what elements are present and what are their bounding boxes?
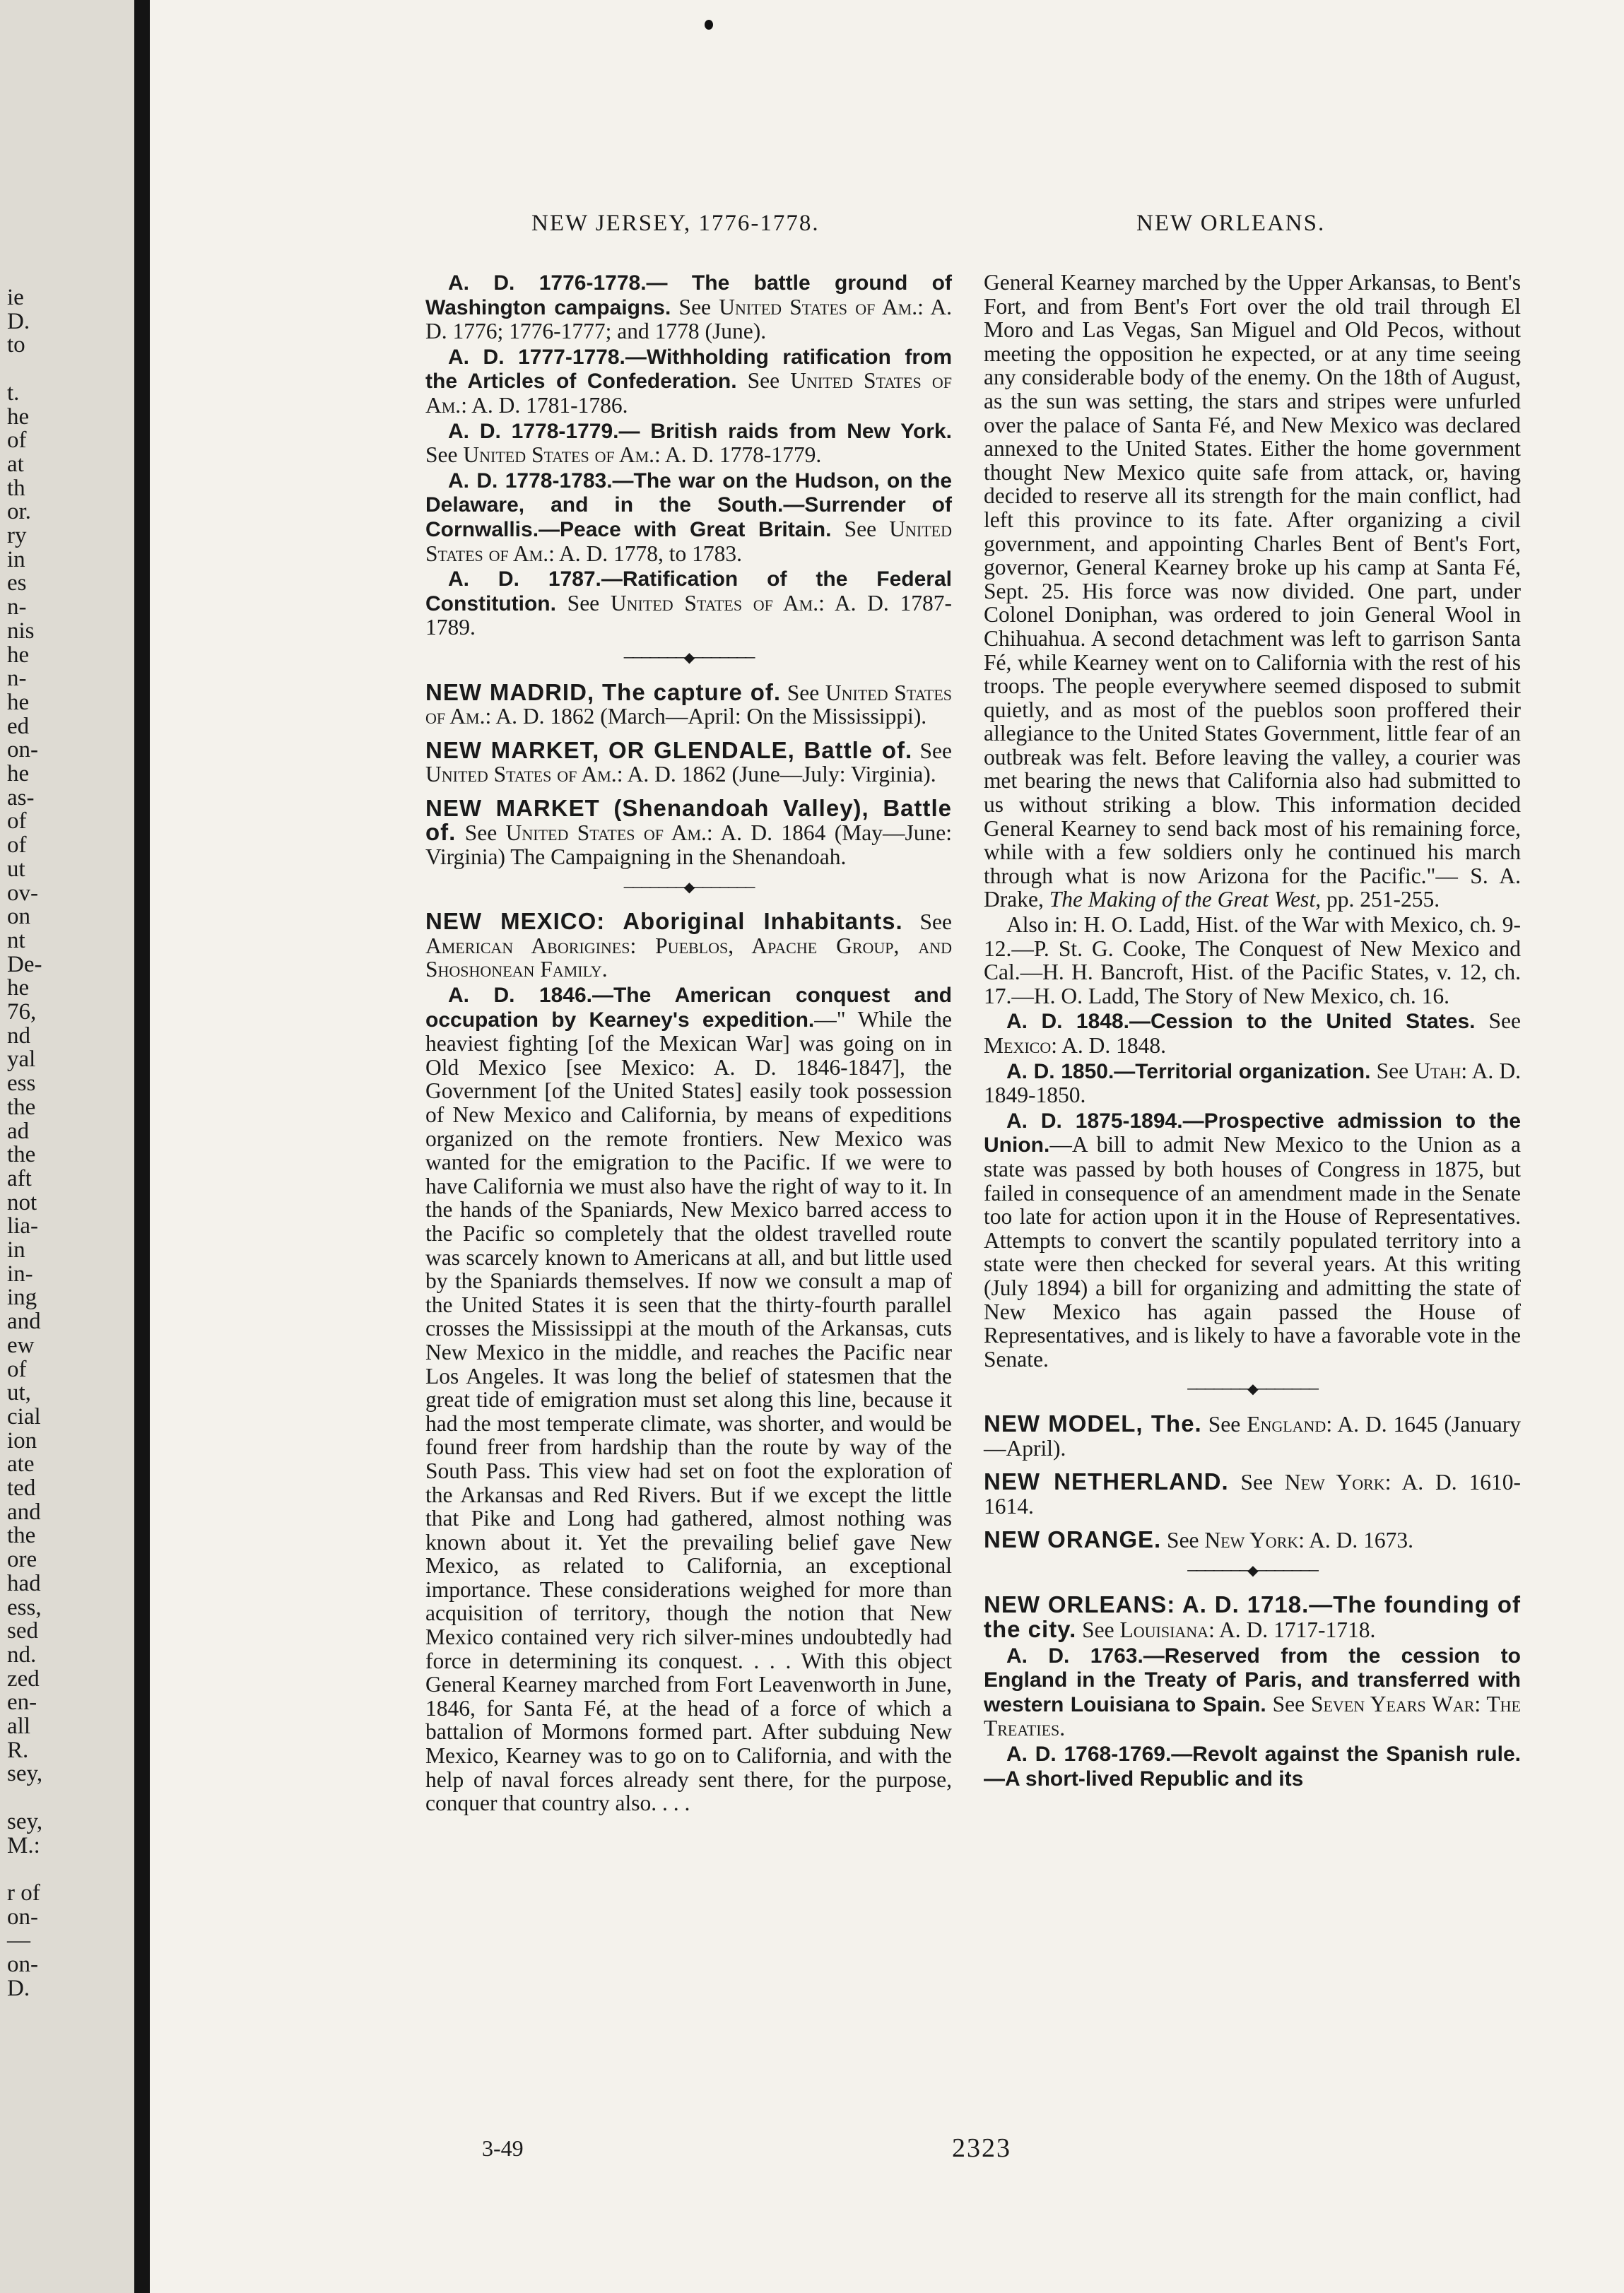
entry-heading: NEW ORLEANS: A. D. 1718.—The founding of the city. — [984, 1591, 1521, 1643]
margin-fragment: ing — [7, 1285, 37, 1311]
entry-heading: A. D. 1850.—Territorial organization. — [1006, 1059, 1371, 1083]
entry-text: : A. D. 1862 (June—July: Virginia). — [616, 762, 936, 787]
ink-speck — [705, 20, 713, 30]
left-column — [425, 271, 952, 1817]
entry-heading: A. D. 1787.—Ratification of the Federal Constitution. — [425, 567, 952, 615]
margin-fragment: he — [7, 975, 30, 1001]
margin-fragment: t. — [7, 379, 20, 406]
margin-fragment: he — [7, 689, 30, 715]
margin-fragment: th — [7, 475, 25, 501]
section-rule — [984, 1378, 1521, 1402]
entry-text: : A. D. 1848. — [1051, 1033, 1166, 1058]
signature-mark: 3-49 — [482, 2135, 524, 2161]
entry-text: See — [1201, 1411, 1247, 1437]
margin-fragment: ion — [7, 1427, 37, 1454]
margin-fragment: ess — [7, 1071, 36, 1097]
margin-fragment: on- — [7, 1904, 38, 1930]
margin-fragment: n- — [7, 666, 27, 692]
entry-heading: NEW MODEL, The. — [984, 1410, 1202, 1437]
entry-heading: A. D. 1846.—The American conquest and occupation by Kearney's expedition. — [425, 984, 952, 1032]
main-entry — [425, 738, 952, 786]
book-title: The Making of the Great West, — [1049, 887, 1322, 912]
entry-heading: NEW MADRID, The capture of. — [425, 678, 782, 705]
entry-text: See — [425, 442, 464, 468]
entry — [984, 1742, 1521, 1791]
entry-text: See — [1370, 1058, 1415, 1083]
entry-text: : A. D. 1787-1789. — [425, 590, 952, 640]
main-entry — [425, 909, 952, 982]
entry — [425, 468, 952, 565]
margin-fragment: ut — [7, 856, 25, 882]
margin-fragment: R. — [7, 1737, 29, 1763]
entry-heading: NEW ORANGE. — [984, 1526, 1162, 1553]
main-entry — [425, 796, 952, 869]
entry-text: See — [1076, 1617, 1120, 1643]
margin-fragment: on- — [7, 1952, 38, 1977]
margin-fragment: he — [7, 642, 30, 668]
entry-heading: NEW MARKET, OR GLENDALE, Battle of. — [425, 736, 913, 763]
margin-fragment: D. — [7, 308, 30, 334]
margin-fragment: ed — [7, 713, 30, 739]
margin-fragment: D. — [7, 1975, 30, 2001]
right-column — [984, 271, 1521, 1792]
entry-text: : A. D. 1776; 1776-1777; and 1778 (June). — [425, 294, 952, 344]
margin-fragment: nd. — [7, 1641, 37, 1668]
margin-fragment: to — [7, 332, 25, 358]
running-head-right: NEW ORLEANS. — [1136, 211, 1326, 236]
entry-text: : A. D. 1778, to 1783. — [548, 541, 742, 566]
margin-fragment: cial — [7, 1403, 41, 1430]
cross-reference: United States of Am. — [425, 516, 952, 566]
margin-fragment: ore — [7, 1547, 37, 1573]
margin-fragment: of — [7, 1356, 27, 1382]
main-entry — [425, 680, 952, 729]
entry — [984, 1644, 1521, 1740]
entry — [984, 1009, 1521, 1057]
margin-fragment: in — [7, 1237, 25, 1263]
entry-text: See — [902, 909, 952, 935]
entry-text: Also in: H. O. Ladd, Hist. of the War with Mexico, ch. 9-12.—P. St. G. Cooke, The Conquest of New Mexico and Cal.—H. H. Bancroft, Hist. of the Pacific States, v. 12, ch. 17.—H. O. Ladd, The Story of New Mexico, ch. 16. — [984, 912, 1521, 1008]
entry-text: See — [1475, 1008, 1522, 1034]
entry-text: : A. D. 1849-1850. — [984, 1058, 1521, 1108]
entry-text: : A. D. 1781-1786. — [461, 392, 628, 418]
margin-fragment: all — [7, 1714, 30, 1739]
entry-text: : A. D. 1778-1779. — [654, 442, 822, 468]
cross-reference: United States of Am. — [425, 680, 953, 729]
section-rule — [984, 1560, 1521, 1584]
entry-text: : A. D. 1645 (January—April). — [984, 1411, 1521, 1461]
cross-reference: Mexico — [984, 1033, 1052, 1058]
margin-fragment: es — [7, 570, 27, 596]
entry-text: See — [456, 820, 506, 846]
margin-fragment: ie — [7, 285, 24, 310]
entry-text: See — [781, 680, 825, 705]
entry-text: See — [736, 368, 791, 394]
margin-fragment: nt — [7, 927, 25, 953]
entry — [425, 419, 952, 467]
cross-reference: England — [1247, 1411, 1326, 1437]
cross-reference: New York — [1204, 1528, 1299, 1553]
margin-fragment: ted — [7, 1475, 36, 1501]
entry-heading: A. D. 1778-1783.—The war on the Hudson, on the Delaware, and in the South.—Surrender of Cornwallis.—Peace with Great Britain. — [425, 468, 952, 541]
entry-heading: A. D. 1778-1779.— British raids from New York. — [448, 419, 952, 443]
main-entry — [984, 1412, 1521, 1460]
margin-fragment: in- — [7, 1261, 33, 1287]
margin-fragment: sey, — [7, 1808, 43, 1834]
margin-fragment: as- — [7, 784, 35, 810]
margin-fragment: on — [7, 904, 30, 930]
margin-fragment: or. — [7, 499, 31, 525]
margin-fragment: the — [7, 1142, 36, 1168]
entry-heading: A. D. 1777-1778.—Withholding ratification from the Articles of Confederation. — [425, 345, 952, 394]
margin-fragment: yal — [7, 1047, 36, 1073]
margin-fragment: the — [7, 1094, 36, 1120]
main-entry — [984, 1528, 1521, 1552]
main-entry — [984, 1470, 1521, 1518]
margin-fragment: he — [7, 403, 30, 430]
entry-text: See — [1161, 1528, 1205, 1553]
entry-text: : A. D. 1610-1614. — [984, 1470, 1522, 1519]
main-entry — [984, 1593, 1521, 1641]
entry-text: —A bill to admit New Mexico to the Union as a state was passed by both houses of Congress in 1875, but failed in consequence of an amendment made in the Senate too late for action upon it in the House of Representatives. Attempts to convert the scantily populated territory into a state were then checked for several years. At this writing (July 1894) a bill for organizing and admitting the state of New Mexico has again passed the House of Representatives, and is likely to have a favorable vote in the Senate. — [984, 1132, 1521, 1372]
margin-fragment: n- — [7, 594, 27, 620]
margin-fragment: De- — [7, 951, 42, 977]
margin-fragment: of — [7, 832, 27, 859]
entry-heading: A. D. 1776-1778.— The battle ground of Washington campaigns. — [425, 271, 952, 319]
cross-reference: Seven Years War: The Treaties. — [984, 1691, 1521, 1741]
margin-fragment: ew — [7, 1332, 35, 1358]
margin-fragment: lia- — [7, 1213, 38, 1239]
cross-reference: United States of Am. — [610, 590, 819, 615]
cross-reference: American Aborigines: Pueblos, Apache Group, and Shoshonean Family. — [425, 933, 952, 982]
margin-fragment: aft — [7, 1165, 32, 1191]
margin-fragment: and — [7, 1309, 41, 1335]
entry-text: See — [1228, 1470, 1285, 1495]
margin-fragment: ry — [7, 523, 27, 548]
margin-fragment: en- — [7, 1690, 37, 1716]
entry — [425, 983, 952, 1815]
facing-page-margin — [0, 0, 134, 2293]
entry-text: See — [555, 590, 611, 615]
cross-reference: United States of Am. — [425, 762, 617, 787]
margin-fragment: not — [7, 1189, 37, 1215]
margin-fragment: had — [7, 1570, 41, 1596]
section-rule — [425, 647, 952, 671]
running-head-left: NEW JERSEY, 1776-1778. — [531, 211, 820, 236]
entry-text: See — [671, 294, 719, 319]
cross-reference: Louisiana — [1119, 1617, 1209, 1643]
entry-text: : A. D. 1864 (May—June: Virginia) The Campaigning in the Shenandoah. — [425, 820, 953, 870]
entry-heading: NEW MEXICO: Aboriginal Inhabitants. — [425, 908, 903, 935]
margin-fragment: ut, — [7, 1380, 31, 1406]
margin-fragment: ad — [7, 1118, 30, 1144]
margin-fragment: the — [7, 1523, 36, 1549]
margin-fragment: nd — [7, 1022, 30, 1049]
entry — [425, 345, 952, 418]
margin-fragment: sed — [7, 1618, 38, 1644]
margin-fragment: on- — [7, 737, 38, 763]
entry — [984, 271, 1521, 912]
cross-reference: United States of Am. — [505, 820, 707, 846]
margin-fragment: he — [7, 761, 30, 786]
entry-heading: A. D. 1848.—Cession to the United States. — [1006, 1010, 1476, 1034]
book-gutter — [134, 0, 150, 2293]
margin-fragment: r of — [7, 1880, 40, 1906]
cross-reference: Utah — [1414, 1058, 1461, 1083]
entry — [425, 271, 952, 343]
margin-fragment: of — [7, 428, 27, 454]
entry-heading: A. D. 1763.—Reserved from the cession to England in the Treaty of Paris, and transferred with western Louisiana to Spain. — [984, 1644, 1521, 1716]
entry-text: —" While the heaviest fighting [of the Mexican War] was going on in Old Mexico [see Mexico: A. D. 1846-1847], the Government [of the United States] easily took possession of New Mexico and California, by means of expeditions organized on the remote frontiers. New Mexico was wanted for the emigration to the Pacific. If we were to have California we must also have the right of way to it. In the hands of the Spaniards, New Mexico barred access to the Pacific so completely that the oldest travelled route was scarcely known to Americans at all, and but little used by the Spaniards themselves. If now we consult a map of the United States it is seen that the thirty-fourth parallel crosses the Mississippi at the mouth of the Arkansas, cuts New Mexico in the middle, and reaches the Pacific near Los Angeles. It was long the belief of statesmen that the great tide of emigration must set along this line, because it had the most temperate climate, was shorter, and would be found freer from hardship than the route by way of the South Pass. This view had set on foot the exploration of the Arkansas and Red Rivers. But if we except the little that Pike and Long had gathered, almost nothing was known about it. Yet the prevailing belief gave New Mexico, as related to California, an exceptional importance. These considerations weighed for more than acquisition of territory, though the notion that New Mexico contained very rich silver-mines undoubtedly had force in determining its conquest. . . . With this object General Kearney marched from Fort Leavenworth in June, 1846, for Santa Fé, at the head of a force of which a battalion of Mormons formed part. After subduing New Mexico, Kearney was to go on to California, and with the help of naval forces already sent there, for the purpose, conquer that country also. . . . — [425, 1006, 953, 1816]
entry-text: See — [912, 738, 952, 763]
cross-reference: United States of Am. — [425, 368, 952, 418]
margin-fragment: zed — [7, 1666, 40, 1692]
entry-text: : A. D. 1673. — [1298, 1528, 1414, 1553]
entry — [984, 1059, 1521, 1107]
entry-heading: NEW MARKET (Shenandoah Valley), Battle of. — [425, 794, 952, 846]
section-rule — [425, 876, 952, 900]
margin-fragment: at — [7, 451, 24, 477]
margin-fragment: ate — [7, 1451, 35, 1478]
margin-fragment: of — [7, 808, 27, 835]
entry-heading: A. D. 1768-1769.—Revolt against the Spanish rule.—A short-lived Republic and its — [984, 1743, 1521, 1791]
margin-fragment: — — [7, 1928, 30, 1954]
cross-reference: United States of Am. — [463, 442, 655, 468]
margin-fragment: 76, — [7, 999, 37, 1025]
margin-fragment: in — [7, 546, 25, 572]
margin-fragment: ov- — [7, 880, 38, 906]
entry-text: : A. D. 1862 (March—April: On the Mississippi). — [485, 704, 927, 729]
entry-text: See — [831, 516, 890, 541]
also-in-entry — [984, 913, 1521, 1008]
entry — [984, 1109, 1521, 1372]
margin-fragment: sey, — [7, 1761, 43, 1787]
margin-fragment: ess, — [7, 1594, 42, 1620]
cross-reference: New York — [1284, 1470, 1385, 1495]
margin-fragment: nis — [7, 618, 35, 644]
entry-text: pp. 251-255. — [1321, 887, 1440, 912]
entry-text: General Kearney marched by the Upper Arkansas, to Bent's Fort, and from Bent's Fort over the old trail through El Moro and Las Vegas, San Miguel and Old Pecos, without meeting the opposition he expected, or at any time seeing any considerable body of the enemy. On the 18th of August, as the sun was setting, the stars and stripes were unfurled over the palace of Santa Fé, and New Mexico was declared annexed to the United States. Either the home government thought New Mexico quite safe from attack, or, having decided to reserve all its strength for the main conflict, had left this province to its fate. After organizing a civil government, and appointing Charles Bent of Bent's Fort, governor, General Kearney broke up his camp at Santa Fé, Sept. 25. His force was now divided. One part, under Colonel Doniphan, was ordered to join General Wool in Chihuahua. A second detachment was left to garrison Santa Fé, while Kearney went on to California with the rest of his troops. The people everywhere seemed disposed to submit quietly, and as most of the pueblos soon proffered their allegiance to the United States Government, little fear of an outbreak was felt. Before leaving the valley, a courier was met bearing the news that California also had submitted to us without striking a blow. This information decided General Kearney to send back most of his remaining force, while with a few soldiers only he continued his march through what is now Arizona for the Pacific."— S. A. Drake, — [984, 270, 1521, 912]
margin-fragment: and — [7, 1499, 41, 1525]
entry — [425, 567, 952, 639]
entry-text: : A. D. 1717-1718. — [1208, 1617, 1376, 1643]
book-page — [150, 0, 1624, 2293]
entry-heading: NEW NETHERLAND. — [984, 1468, 1229, 1495]
margin-fragment: M.: — [7, 1832, 40, 1858]
cross-reference: United States of Am. — [719, 294, 918, 319]
entry-heading: A. D. 1875-1894.—Prospective admission to the Union. — [984, 1109, 1521, 1157]
page-number: 2323 — [952, 2133, 1011, 2163]
entry-text: See — [1266, 1691, 1311, 1716]
